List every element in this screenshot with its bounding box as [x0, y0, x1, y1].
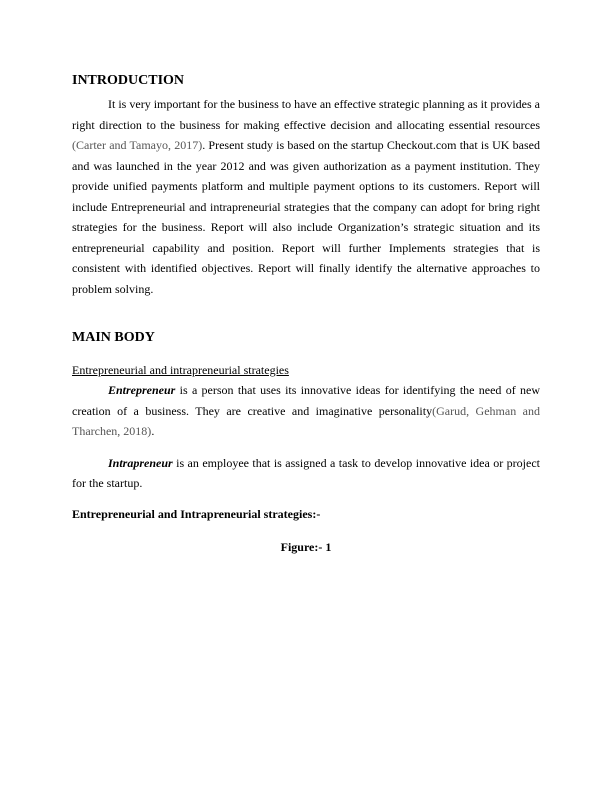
intrapreneur-term: Intrapreneur: [108, 455, 173, 470]
figure-caption: Figure:- 1: [280, 539, 332, 554]
strategies-subheading: Entrepreneurial and intrapreneurial strategies: [72, 363, 289, 377]
entrepreneur-end: .: [151, 424, 155, 438]
entrepreneur-term: Entrepreneur: [108, 383, 176, 397]
intrapreneur-paragraph: [72, 453, 540, 494]
introduction-text-continued: . Present study is based on the startup Checkout.com that is UK based and was launched in the year 2012 and was given authorization as a payment institution. They provide unified payments platform and multiple payment options to its customers. Report will include Entrepreneurial and intrapreneurial strategies that the company can adopt for bring right strategies for the business. Report will also include Organization’s strategic situation and its entrepreneurial capability and position. Report will further Implements strategies that is consistent with identified objectives. Report will finally identify the alternative approaches to problem solving.: [72, 138, 541, 296]
intrapreneur-definition: is an employee that is assigned a task to develop innovative idea or project for the startup.: [72, 455, 540, 490]
introduction-paragraph: [72, 94, 540, 299]
citation-carter-tamayo: (Carter and Tamayo, 2017): [72, 138, 203, 152]
main-body-heading: MAIN BODY: [72, 330, 155, 345]
page-content: [72, 72, 540, 556]
introduction-heading: INTRODUCTION: [72, 73, 185, 88]
entrepreneur-paragraph: [72, 380, 540, 442]
citation-garud: (Garud, Gehman and Tharchen, 2018): [72, 403, 540, 438]
strategies-label: Entrepreneurial and Intrapreneurial strategies:-: [72, 506, 321, 521]
entrepreneur-definition: is a person that uses its innovative ideas for identifying the need of new creation of a business. They are creative and imaginative personality: [72, 383, 540, 418]
introduction-text: It is very important for the business to have an effective strategic planning as it provides a right direction to the business for making effective decision and allocating essential resources: [72, 97, 540, 132]
